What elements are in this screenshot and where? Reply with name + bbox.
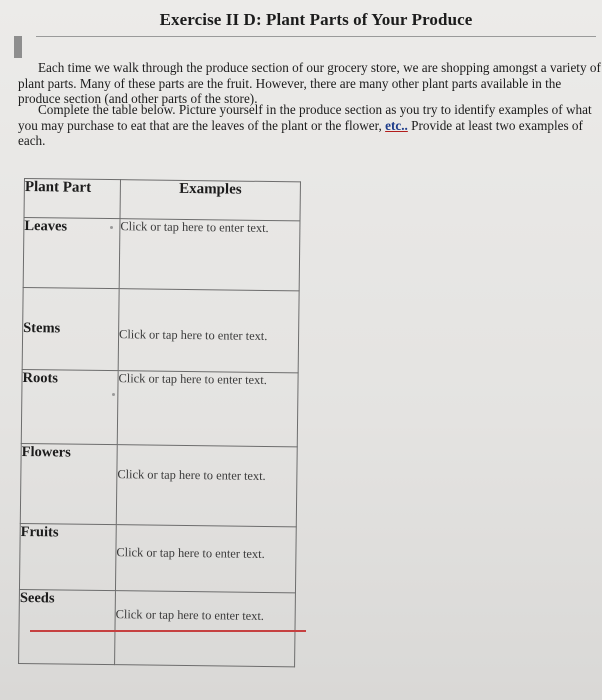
table-row xyxy=(19,589,296,666)
page-title: Exercise II D: Plant Parts of Your Produce xyxy=(159,10,473,29)
plant-parts-table xyxy=(18,178,301,667)
etc-link-text: etc.. xyxy=(385,117,408,133)
instructions-paragraph xyxy=(18,102,602,149)
row-fruits-label: Fruits xyxy=(19,523,116,590)
table-row xyxy=(22,287,299,372)
row-stems-entry[interactable]: Click or tap here to enter text. xyxy=(118,289,299,373)
row-flowers-entry[interactable]: Click or tap here to enter text. xyxy=(116,445,297,527)
speck xyxy=(110,226,113,229)
row-stems-label: Stems xyxy=(22,287,119,370)
row-roots-entry[interactable]: Click or tap here to enter text. xyxy=(117,371,298,447)
row-flowers-label: Flowers xyxy=(20,443,117,524)
table-row xyxy=(20,443,297,526)
table-row xyxy=(23,218,300,291)
table-row xyxy=(21,369,298,446)
title-box xyxy=(36,4,596,37)
table-row xyxy=(19,523,296,592)
header-plant-part: Plant Part xyxy=(24,179,120,219)
spellcheck-underline xyxy=(30,630,306,632)
row-leaves-entry[interactable]: Click or tap here to enter text. xyxy=(119,219,300,291)
row-fruits-entry[interactable]: Click or tap here to enter text. xyxy=(115,525,296,593)
speck xyxy=(112,393,115,396)
row-seeds-label: Seeds xyxy=(19,589,116,664)
row-roots-label: Roots xyxy=(21,369,118,444)
intro-paragraph: Each time we walk through the produce section of our grocery store, we are shopping amongst a variety of plant parts. Many of these parts are the fruit. However, there are many other plant parts available in the produce section (and other parts of the store). xyxy=(18,60,601,107)
margin-marker xyxy=(14,36,22,58)
instructions-end: Provide at least two examples of each. xyxy=(18,117,583,149)
instructions-text: Complete the table below. Picture yourself in the produce section as you try to identify examples of what you may purchase to eat that are the leaves of the plant or the flower, xyxy=(18,102,592,133)
table-header-row xyxy=(24,179,300,221)
row-leaves-label: Leaves xyxy=(23,218,120,289)
row-seeds-entry[interactable]: Click or tap here to enter text. xyxy=(115,591,296,667)
header-examples: Examples xyxy=(120,180,300,221)
